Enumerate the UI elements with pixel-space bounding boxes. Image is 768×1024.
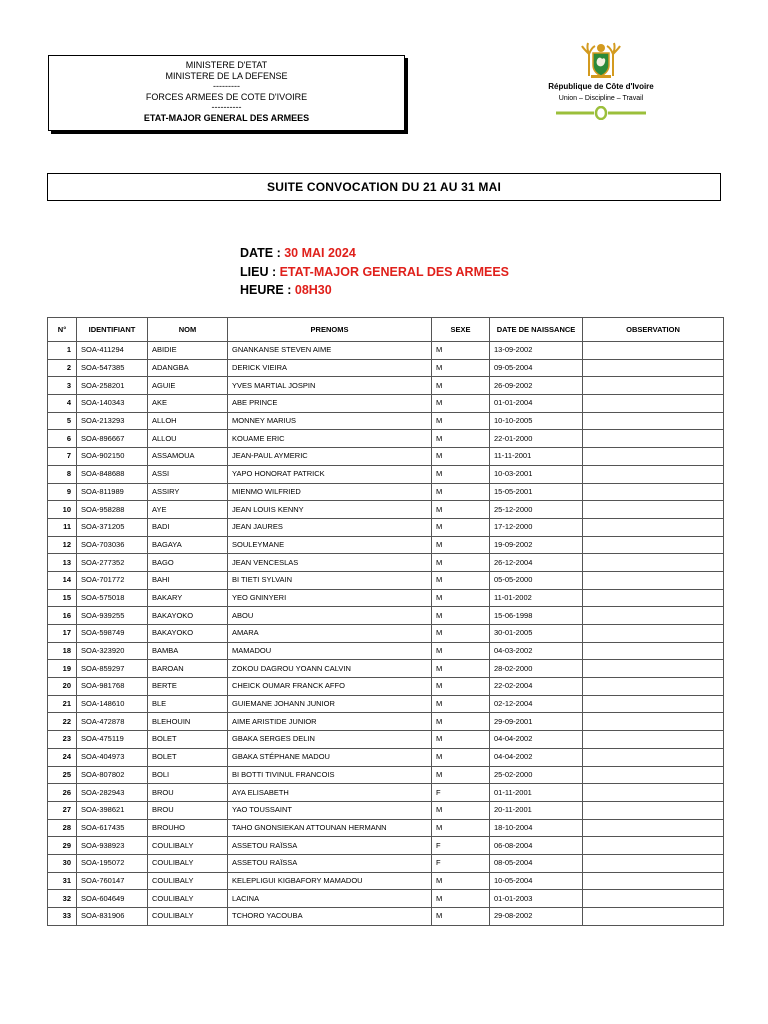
identifiant-cell: SOA-896667 bbox=[77, 430, 148, 448]
date-naissance-cell: 29-09-2001 bbox=[490, 713, 583, 731]
row-number: 31 bbox=[48, 872, 77, 890]
republic-motto: Union – Discipline – Travail bbox=[558, 95, 644, 102]
date-naissance-cell: 28-02-2000 bbox=[490, 660, 583, 678]
nom-cell: BAKAYOKO bbox=[148, 625, 228, 643]
identifiant-cell: SOA-958288 bbox=[77, 501, 148, 519]
identifiant-cell: SOA-398621 bbox=[77, 801, 148, 819]
prenoms-cell: ASSETOU RAÏSSA bbox=[228, 837, 432, 855]
sexe-cell: M bbox=[432, 395, 490, 413]
column-header-sexe: SEXE bbox=[432, 318, 490, 342]
sexe-cell: F bbox=[432, 784, 490, 802]
identifiant-cell: SOA-598749 bbox=[77, 625, 148, 643]
identifiant-cell: SOA-277352 bbox=[77, 554, 148, 572]
prenoms-cell: TCHORO YACOUBA bbox=[228, 908, 432, 926]
prenoms-cell: AMARA bbox=[228, 625, 432, 643]
row-number: 18 bbox=[48, 642, 77, 660]
date-naissance-cell: 04-04-2002 bbox=[490, 731, 583, 749]
flag-divider-icon bbox=[556, 106, 646, 120]
date-naissance-cell: 11-01-2002 bbox=[490, 589, 583, 607]
prenoms-cell: ABE PRINCE bbox=[228, 395, 432, 413]
table-row bbox=[48, 766, 724, 784]
prenoms-cell: DERICK VIEIRA bbox=[228, 359, 432, 377]
row-number: 9 bbox=[48, 483, 77, 501]
nom-cell: ALLOH bbox=[148, 412, 228, 430]
prenoms-cell: MIENMO WILFRIED bbox=[228, 483, 432, 501]
sexe-cell: M bbox=[432, 678, 490, 696]
nom-cell: ADANGBA bbox=[148, 359, 228, 377]
row-number: 10 bbox=[48, 501, 77, 519]
nom-cell: COULIBALY bbox=[148, 854, 228, 872]
table-row bbox=[48, 854, 724, 872]
observation-cell bbox=[583, 554, 724, 572]
date-naissance-cell: 10-03-2001 bbox=[490, 465, 583, 483]
sexe-cell: M bbox=[432, 359, 490, 377]
sexe-cell: M bbox=[432, 589, 490, 607]
row-number: 3 bbox=[48, 377, 77, 395]
nom-cell: ASSAMOUA bbox=[148, 448, 228, 466]
identifiant-cell: SOA-831906 bbox=[77, 908, 148, 926]
table-header-row bbox=[48, 318, 724, 342]
nom-cell: ASSIRY bbox=[148, 483, 228, 501]
date-naissance-cell: 01-01-2004 bbox=[490, 395, 583, 413]
table-row bbox=[48, 359, 724, 377]
sexe-cell: M bbox=[432, 819, 490, 837]
table-row bbox=[48, 837, 724, 855]
identifiant-cell: SOA-811989 bbox=[77, 483, 148, 501]
sexe-cell: M bbox=[432, 801, 490, 819]
row-number: 32 bbox=[48, 890, 77, 908]
row-number: 2 bbox=[48, 359, 77, 377]
time-value: 08H30 bbox=[294, 283, 332, 297]
date-naissance-cell: 08-05-2004 bbox=[490, 854, 583, 872]
observation-cell bbox=[583, 377, 724, 395]
date-naissance-cell: 10-10-2005 bbox=[490, 412, 583, 430]
row-number: 16 bbox=[48, 607, 77, 625]
observation-cell bbox=[583, 359, 724, 377]
date-naissance-cell: 13-09-2002 bbox=[490, 342, 583, 360]
date-naissance-cell: 15-06-1998 bbox=[490, 607, 583, 625]
table-row bbox=[48, 518, 724, 536]
prenoms-cell: TAHO GNONSIEKAN ATTOUNAN HERMANN bbox=[228, 819, 432, 837]
sexe-cell: M bbox=[432, 536, 490, 554]
table-row bbox=[48, 713, 724, 731]
row-number: 8 bbox=[48, 465, 77, 483]
identifiant-cell: SOA-939255 bbox=[77, 607, 148, 625]
identifiant-cell: SOA-195072 bbox=[77, 854, 148, 872]
sexe-cell: M bbox=[432, 518, 490, 536]
row-number: 33 bbox=[48, 908, 77, 926]
nom-cell: BAGAYA bbox=[148, 536, 228, 554]
meeting-info bbox=[240, 244, 509, 300]
row-number: 6 bbox=[48, 430, 77, 448]
identifiant-cell: SOA-859297 bbox=[77, 660, 148, 678]
row-number: 17 bbox=[48, 625, 77, 643]
table-row bbox=[48, 801, 724, 819]
identifiant-cell: SOA-604649 bbox=[77, 890, 148, 908]
nom-cell: BAMBA bbox=[148, 642, 228, 660]
observation-cell bbox=[583, 748, 724, 766]
date-naissance-cell: 25-02-2000 bbox=[490, 766, 583, 784]
place-row bbox=[240, 263, 509, 282]
table-row bbox=[48, 589, 724, 607]
row-number: 29 bbox=[48, 837, 77, 855]
sexe-cell: M bbox=[432, 766, 490, 784]
row-number: 25 bbox=[48, 766, 77, 784]
table-row bbox=[48, 607, 724, 625]
row-number: 23 bbox=[48, 731, 77, 749]
observation-cell bbox=[583, 501, 724, 519]
column-header-number: N° bbox=[48, 318, 77, 342]
nom-cell: COULIBALY bbox=[148, 908, 228, 926]
sexe-cell: M bbox=[432, 501, 490, 519]
table-row bbox=[48, 678, 724, 696]
sexe-cell: M bbox=[432, 607, 490, 625]
observation-cell bbox=[583, 536, 724, 554]
sexe-cell: M bbox=[432, 748, 490, 766]
identifiant-cell: SOA-848688 bbox=[77, 465, 148, 483]
column-header-prenoms: PRENOMS bbox=[228, 318, 432, 342]
table-row bbox=[48, 465, 724, 483]
convocation-table-wrap bbox=[47, 317, 723, 926]
nom-cell: BROUHO bbox=[148, 819, 228, 837]
date-row bbox=[240, 244, 509, 263]
row-number: 28 bbox=[48, 819, 77, 837]
observation-cell bbox=[583, 713, 724, 731]
sexe-cell: M bbox=[432, 377, 490, 395]
date-naissance-cell: 09-05-2004 bbox=[490, 359, 583, 377]
observation-cell bbox=[583, 731, 724, 749]
identifiant-cell: SOA-371205 bbox=[77, 518, 148, 536]
observation-cell bbox=[583, 890, 724, 908]
nom-cell: BOLET bbox=[148, 748, 228, 766]
row-number: 24 bbox=[48, 748, 77, 766]
row-number: 19 bbox=[48, 660, 77, 678]
nom-cell: COULIBALY bbox=[148, 837, 228, 855]
prenoms-cell: YEO GNINYERI bbox=[228, 589, 432, 607]
column-header-identifiant: IDENTIFIANT bbox=[77, 318, 148, 342]
identifiant-cell: SOA-617435 bbox=[77, 819, 148, 837]
ministry-line-bold: ETAT-MAJOR GENERAL DES ARMEES bbox=[143, 112, 310, 123]
table-row bbox=[48, 872, 724, 890]
nom-cell: COULIBALY bbox=[148, 872, 228, 890]
table-row bbox=[48, 430, 724, 448]
date-naissance-cell: 02-12-2004 bbox=[490, 695, 583, 713]
date-naissance-cell: 01-11-2001 bbox=[490, 784, 583, 802]
prenoms-cell: CHEICK OUMAR FRANCK AFFO bbox=[228, 678, 432, 696]
sexe-cell: M bbox=[432, 713, 490, 731]
table-row bbox=[48, 448, 724, 466]
nom-cell: ALLOU bbox=[148, 430, 228, 448]
nom-cell: BAKAYOKO bbox=[148, 607, 228, 625]
identifiant-cell: SOA-938923 bbox=[77, 837, 148, 855]
republic-name: République de Côte d'Ivoire bbox=[548, 82, 654, 91]
convocation-table bbox=[47, 317, 724, 926]
ministry-line: MINISTERE DE LA DEFENSE bbox=[165, 70, 288, 81]
prenoms-cell: MAMADOU bbox=[228, 642, 432, 660]
observation-cell bbox=[583, 518, 724, 536]
row-number: 27 bbox=[48, 801, 77, 819]
identifiant-cell: SOA-701772 bbox=[77, 571, 148, 589]
column-header-date-naissance: DATE DE NAISSANCE bbox=[490, 318, 583, 342]
prenoms-cell: BI TIETI SYLVAIN bbox=[228, 571, 432, 589]
table-row bbox=[48, 536, 724, 554]
table-row bbox=[48, 890, 724, 908]
observation-cell bbox=[583, 342, 724, 360]
observation-cell bbox=[583, 483, 724, 501]
nom-cell: AGUIE bbox=[148, 377, 228, 395]
sexe-cell: M bbox=[432, 430, 490, 448]
prenoms-cell: AIME ARISTIDE JUNIOR bbox=[228, 713, 432, 731]
observation-cell bbox=[583, 854, 724, 872]
identifiant-cell: SOA-404973 bbox=[77, 748, 148, 766]
prenoms-cell: ABOU bbox=[228, 607, 432, 625]
table-row bbox=[48, 660, 724, 678]
date-naissance-cell: 19-09-2002 bbox=[490, 536, 583, 554]
prenoms-cell: GNANKANSE STEVEN AIME bbox=[228, 342, 432, 360]
table-body bbox=[48, 342, 724, 926]
table-row bbox=[48, 501, 724, 519]
table-row bbox=[48, 748, 724, 766]
identifiant-cell: SOA-760147 bbox=[77, 872, 148, 890]
nom-cell: BOLI bbox=[148, 766, 228, 784]
identifiant-cell: SOA-472878 bbox=[77, 713, 148, 731]
identifiant-cell: SOA-807802 bbox=[77, 766, 148, 784]
nom-cell: BLE bbox=[148, 695, 228, 713]
date-naissance-cell: 29-08-2002 bbox=[490, 908, 583, 926]
row-number: 1 bbox=[48, 342, 77, 360]
sexe-cell: M bbox=[432, 731, 490, 749]
nom-cell: ASSI bbox=[148, 465, 228, 483]
nom-cell: BLEHOUIN bbox=[148, 713, 228, 731]
sexe-cell: M bbox=[432, 342, 490, 360]
sexe-cell: M bbox=[432, 465, 490, 483]
identifiant-cell: SOA-411294 bbox=[77, 342, 148, 360]
table-row bbox=[48, 784, 724, 802]
nom-cell: BAHI bbox=[148, 571, 228, 589]
nom-cell: COULIBALY bbox=[148, 890, 228, 908]
sexe-cell: M bbox=[432, 695, 490, 713]
prenoms-cell: GUIEMANE JOHANN JUNIOR bbox=[228, 695, 432, 713]
observation-cell bbox=[583, 589, 724, 607]
identifiant-cell: SOA-282943 bbox=[77, 784, 148, 802]
sexe-cell: M bbox=[432, 625, 490, 643]
identifiant-cell: SOA-323920 bbox=[77, 642, 148, 660]
identifiant-cell: SOA-703036 bbox=[77, 536, 148, 554]
row-number: 26 bbox=[48, 784, 77, 802]
nom-cell: BROU bbox=[148, 801, 228, 819]
observation-cell bbox=[583, 695, 724, 713]
nom-cell: BAGO bbox=[148, 554, 228, 572]
column-header-nom: NOM bbox=[148, 318, 228, 342]
ministry-line: MINISTERE D'ETAT bbox=[185, 60, 268, 70]
row-number: 12 bbox=[48, 536, 77, 554]
observation-cell bbox=[583, 908, 724, 926]
observation-cell bbox=[583, 625, 724, 643]
date-value: 30 MAI 2024 bbox=[284, 246, 356, 260]
table-row bbox=[48, 377, 724, 395]
row-number: 21 bbox=[48, 695, 77, 713]
observation-cell bbox=[583, 448, 724, 466]
date-naissance-cell: 15-05-2001 bbox=[490, 483, 583, 501]
observation-cell bbox=[583, 571, 724, 589]
identifiant-cell: SOA-902150 bbox=[77, 448, 148, 466]
sexe-cell: M bbox=[432, 642, 490, 660]
date-naissance-cell: 30-01-2005 bbox=[490, 625, 583, 643]
identifiant-cell: SOA-981768 bbox=[77, 678, 148, 696]
ministry-line: --------- bbox=[213, 81, 240, 91]
observation-cell bbox=[583, 465, 724, 483]
prenoms-cell: YVES MARTIAL JOSPIN bbox=[228, 377, 432, 395]
date-naissance-cell: 25-12-2000 bbox=[490, 501, 583, 519]
table-row bbox=[48, 625, 724, 643]
prenoms-cell: JEAN VENCESLAS bbox=[228, 554, 432, 572]
row-number: 30 bbox=[48, 854, 77, 872]
observation-cell bbox=[583, 801, 724, 819]
identifiant-cell: SOA-475119 bbox=[77, 731, 148, 749]
sexe-cell: M bbox=[432, 554, 490, 572]
observation-cell bbox=[583, 766, 724, 784]
observation-cell bbox=[583, 819, 724, 837]
nom-cell: BERTE bbox=[148, 678, 228, 696]
row-number: 5 bbox=[48, 412, 77, 430]
prenoms-cell: KELEPLIGUI KIGBAFORY MAMADOU bbox=[228, 872, 432, 890]
date-naissance-cell: 05-05-2000 bbox=[490, 571, 583, 589]
observation-cell bbox=[583, 872, 724, 890]
sexe-cell: M bbox=[432, 908, 490, 926]
sexe-cell: M bbox=[432, 412, 490, 430]
nom-cell: ABIDIE bbox=[148, 342, 228, 360]
ministry-header-box bbox=[48, 55, 405, 131]
observation-cell bbox=[583, 642, 724, 660]
table-row bbox=[48, 554, 724, 572]
observation-cell bbox=[583, 784, 724, 802]
ministry-line: ---------- bbox=[211, 102, 242, 112]
table-row bbox=[48, 642, 724, 660]
ministry-line: FORCES ARMEES DE COTE D'IVOIRE bbox=[145, 91, 308, 102]
date-naissance-cell: 22-02-2004 bbox=[490, 678, 583, 696]
nom-cell: AYE bbox=[148, 501, 228, 519]
observation-cell bbox=[583, 430, 724, 448]
row-number: 20 bbox=[48, 678, 77, 696]
observation-cell bbox=[583, 395, 724, 413]
observation-cell bbox=[583, 412, 724, 430]
prenoms-cell: MONNEY MARIUS bbox=[228, 412, 432, 430]
nom-cell: BAROAN bbox=[148, 660, 228, 678]
prenoms-cell: JEAN JAURES bbox=[228, 518, 432, 536]
sexe-cell: M bbox=[432, 483, 490, 501]
coat-of-arms-icon bbox=[581, 40, 621, 80]
table-row bbox=[48, 819, 724, 837]
date-naissance-cell: 10-05-2004 bbox=[490, 872, 583, 890]
date-naissance-cell: 01-01-2003 bbox=[490, 890, 583, 908]
table-row bbox=[48, 395, 724, 413]
prenoms-cell: JEAN LOUIS KENNY bbox=[228, 501, 432, 519]
date-naissance-cell: 20-11-2001 bbox=[490, 801, 583, 819]
table-row bbox=[48, 908, 724, 926]
observation-cell bbox=[583, 660, 724, 678]
prenoms-cell: SOULEYMANE bbox=[228, 536, 432, 554]
nom-cell: BOLET bbox=[148, 731, 228, 749]
row-number: 7 bbox=[48, 448, 77, 466]
row-number: 22 bbox=[48, 713, 77, 731]
date-naissance-cell: 26-12-2004 bbox=[490, 554, 583, 572]
identifiant-cell: SOA-547385 bbox=[77, 359, 148, 377]
sexe-cell: M bbox=[432, 448, 490, 466]
nom-cell: AKE bbox=[148, 395, 228, 413]
nom-cell: BROU bbox=[148, 784, 228, 802]
sexe-cell: M bbox=[432, 890, 490, 908]
prenoms-cell: KOUAME ERIC bbox=[228, 430, 432, 448]
date-naissance-cell: 04-04-2002 bbox=[490, 748, 583, 766]
sexe-cell: M bbox=[432, 571, 490, 589]
date-naissance-cell: 11-11-2001 bbox=[490, 448, 583, 466]
prenoms-cell: ASSETOU RAÏSSA bbox=[228, 854, 432, 872]
sexe-cell: M bbox=[432, 660, 490, 678]
row-number: 14 bbox=[48, 571, 77, 589]
prenoms-cell: GBAKA STÉPHANE MADOU bbox=[228, 748, 432, 766]
sexe-cell: F bbox=[432, 854, 490, 872]
table-row bbox=[48, 483, 724, 501]
prenoms-cell: JEAN-PAUL AYMERIC bbox=[228, 448, 432, 466]
time-label: HEURE : bbox=[240, 283, 295, 297]
place-label: LIEU : bbox=[240, 264, 280, 279]
observation-cell bbox=[583, 837, 724, 855]
nom-cell: BAKARY bbox=[148, 589, 228, 607]
row-number: 15 bbox=[48, 589, 77, 607]
prenoms-cell: ZOKOU DAGROU YOANN CALVIN bbox=[228, 660, 432, 678]
prenoms-cell: YAO TOUSSAINT bbox=[228, 801, 432, 819]
time-row bbox=[240, 281, 509, 300]
sexe-cell: F bbox=[432, 837, 490, 855]
date-naissance-cell: 26-09-2002 bbox=[490, 377, 583, 395]
row-number: 13 bbox=[48, 554, 77, 572]
prenoms-cell: LACINA bbox=[228, 890, 432, 908]
row-number: 11 bbox=[48, 518, 77, 536]
date-label: DATE : bbox=[240, 246, 285, 260]
column-header-observation: OBSERVATION bbox=[583, 318, 724, 342]
date-naissance-cell: 18-10-2004 bbox=[490, 819, 583, 837]
place-value: ETAT-MAJOR GENERAL DES ARMEES bbox=[279, 264, 510, 279]
prenoms-cell: YAPO HONORAT PATRICK bbox=[228, 465, 432, 483]
table-row bbox=[48, 342, 724, 360]
identifiant-cell: SOA-575018 bbox=[77, 589, 148, 607]
prenoms-cell: BI BOTTI TIVINUL FRANCOIS bbox=[228, 766, 432, 784]
observation-cell bbox=[583, 678, 724, 696]
nom-cell: BADI bbox=[148, 518, 228, 536]
date-naissance-cell: 06-08-2004 bbox=[490, 837, 583, 855]
identifiant-cell: SOA-213293 bbox=[77, 412, 148, 430]
observation-cell bbox=[583, 607, 724, 625]
date-naissance-cell: 22-01-2000 bbox=[490, 430, 583, 448]
table-row bbox=[48, 571, 724, 589]
table-row bbox=[48, 695, 724, 713]
document-title: SUITE CONVOCATION DU 21 AU 31 MAI bbox=[47, 173, 721, 201]
identifiant-cell: SOA-148610 bbox=[77, 695, 148, 713]
republic-emblem-block bbox=[536, 40, 666, 132]
identifiant-cell: SOA-258201 bbox=[77, 377, 148, 395]
prenoms-cell: AYA ELISABETH bbox=[228, 784, 432, 802]
table-row bbox=[48, 731, 724, 749]
identifiant-cell: SOA-140343 bbox=[77, 395, 148, 413]
prenoms-cell: GBAKA SERGES DELIN bbox=[228, 731, 432, 749]
date-naissance-cell: 04-03-2002 bbox=[490, 642, 583, 660]
date-naissance-cell: 17-12-2000 bbox=[490, 518, 583, 536]
table-row bbox=[48, 412, 724, 430]
sexe-cell: M bbox=[432, 872, 490, 890]
row-number: 4 bbox=[48, 395, 77, 413]
